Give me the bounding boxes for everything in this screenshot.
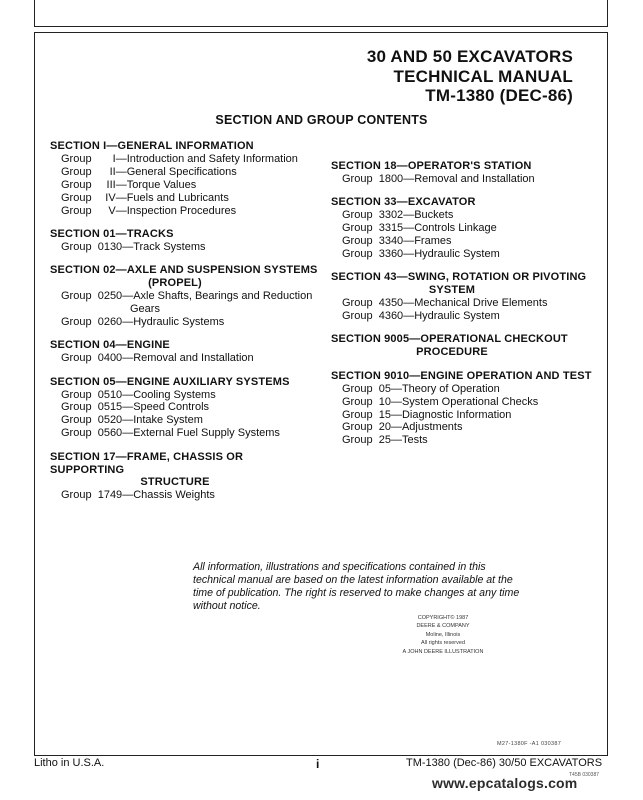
group-entry bbox=[331, 235, 593, 248]
group-number: 0250 bbox=[97, 290, 123, 303]
title-line: 30 AND 50 EXCAVATORS bbox=[366, 47, 573, 66]
copyright-line: A JOHN DEERE ILLUSTRATION bbox=[402, 648, 484, 655]
group-number: 1749 bbox=[97, 489, 123, 502]
group-title: —Removal and Installation bbox=[403, 172, 535, 185]
group-entry bbox=[50, 241, 320, 254]
group-title: —Diagnostic Information bbox=[390, 408, 512, 421]
group-label: Group bbox=[342, 172, 373, 185]
group-number: 0515 bbox=[97, 401, 123, 414]
group-number: 0510 bbox=[97, 388, 123, 401]
group-entry bbox=[50, 316, 320, 329]
group-number: 1800 bbox=[378, 172, 404, 185]
group-label: Group bbox=[61, 204, 92, 217]
watermark-link[interactable]: www.epcatalogs.com bbox=[432, 775, 578, 791]
group-label: Group bbox=[342, 209, 373, 222]
footer-manual-id: TM-1380 (Dec-86) 30/50 EXCAVATORS bbox=[406, 757, 603, 769]
group-label: Group bbox=[342, 235, 373, 248]
group-title-continuation: Gears bbox=[130, 302, 160, 315]
section-title-continuation: (PROPEL) bbox=[148, 277, 202, 290]
group-title: —Fuels and Lubricants bbox=[115, 191, 229, 204]
copyright-line: All rights reserved bbox=[420, 640, 466, 647]
group-entry bbox=[331, 434, 593, 447]
copyright-block bbox=[383, 614, 503, 656]
group-entry bbox=[331, 297, 593, 310]
section-title bbox=[50, 228, 320, 241]
left-column bbox=[50, 140, 320, 513]
group-number: 0260 bbox=[97, 315, 123, 328]
group-title: —Mechanical Drive Elements bbox=[403, 297, 548, 310]
group-title: —External Fuel Supply Systems bbox=[122, 427, 280, 440]
group-title: —Frames bbox=[403, 235, 452, 248]
group-label: Group bbox=[61, 427, 92, 440]
group-label: Group bbox=[342, 310, 373, 323]
section bbox=[331, 160, 593, 186]
group-label: Group bbox=[61, 165, 92, 178]
section-title bbox=[331, 196, 593, 209]
section bbox=[50, 264, 320, 329]
group-title: —Inspection Procedures bbox=[115, 204, 237, 217]
section-title-continuation: SYSTEM bbox=[428, 284, 476, 297]
group-entry bbox=[331, 173, 593, 186]
group-number: 0560 bbox=[97, 427, 123, 440]
right-column bbox=[331, 160, 593, 458]
title-block bbox=[367, 47, 573, 106]
group-entry bbox=[331, 222, 593, 235]
group-title: —Track Systems bbox=[122, 240, 206, 253]
code-mark: M27-1380F -A1 030387 bbox=[497, 741, 562, 747]
group-entry bbox=[331, 310, 593, 323]
footer-code: T45B 030387 bbox=[569, 772, 600, 778]
group-label: Group bbox=[61, 352, 92, 365]
section bbox=[50, 140, 320, 217]
title-line: TECHNICAL MANUAL bbox=[393, 66, 573, 86]
section bbox=[50, 376, 320, 441]
section-title-text: SECTION 18—OPERATOR'S STATION bbox=[331, 160, 532, 172]
notice-line: technical manual are based on the latest information available at the bbox=[193, 574, 513, 586]
section-title-text: SECTION 04—ENGINE bbox=[50, 339, 170, 352]
group-number: I bbox=[112, 152, 116, 165]
title-line: TM-1380 (DEC-86) bbox=[425, 86, 573, 105]
group-title: —Tests bbox=[390, 434, 428, 447]
section bbox=[50, 451, 320, 503]
section-title-text: SECTION 05—ENGINE AUXILIARY SYSTEMS bbox=[50, 375, 290, 388]
top-frame bbox=[34, 0, 608, 27]
section-title-text: SECTION 9010—ENGINE OPERATION AND TEST bbox=[331, 369, 592, 382]
notice-line: without notice. bbox=[193, 600, 261, 612]
group-label: Group bbox=[61, 152, 92, 165]
section-title bbox=[50, 451, 320, 490]
group-number: III bbox=[106, 178, 116, 191]
section-title bbox=[50, 339, 320, 352]
group-number: 15 bbox=[378, 408, 391, 421]
group-number: II bbox=[109, 165, 116, 178]
section-title bbox=[331, 271, 593, 297]
copyright-line: DEERE & COMPANY bbox=[416, 623, 470, 630]
group-entry bbox=[331, 421, 593, 434]
group-entry bbox=[50, 192, 320, 205]
group-label: Group bbox=[61, 178, 92, 191]
group-title: —Controls Linkage bbox=[403, 222, 497, 235]
group-title: —Theory of Operation bbox=[390, 382, 500, 395]
group-title: —Introduction and Safety Information bbox=[115, 152, 298, 165]
group-entry bbox=[331, 383, 593, 396]
footer-litho: Litho in U.S.A. bbox=[34, 757, 105, 769]
group-label: Group bbox=[342, 297, 373, 310]
group-number: 3340 bbox=[378, 235, 404, 248]
section bbox=[50, 339, 320, 365]
group-title: —Removal and Installation bbox=[122, 352, 254, 365]
section bbox=[50, 228, 320, 254]
group-label: Group bbox=[61, 191, 92, 204]
group-label: Group bbox=[342, 395, 373, 408]
group-number: 25 bbox=[378, 434, 391, 447]
section-title-continuation: PROCEDURE bbox=[416, 346, 488, 359]
group-number: V bbox=[108, 204, 116, 217]
section-title-text: SECTION 43—SWING, ROTATION OR PIVOTING bbox=[331, 271, 587, 284]
group-label: Group bbox=[342, 247, 373, 260]
section-title bbox=[50, 264, 320, 290]
group-title: —General Specifications bbox=[115, 165, 237, 178]
section-title-text: SECTION 02—AXLE AND SUSPENSION SYSTEMS bbox=[50, 264, 318, 277]
section-title bbox=[331, 370, 593, 383]
group-number: IV bbox=[105, 191, 116, 204]
group-entry bbox=[331, 409, 593, 422]
section-title-text: SECTION 9005—OPERATIONAL CHECKOUT bbox=[331, 333, 568, 346]
group-title: —Buckets bbox=[403, 209, 454, 222]
contents-heading: SECTION AND GROUP CONTENTS bbox=[215, 113, 428, 127]
section-title-text: SECTION 17—FRAME, CHASSIS OR SUPPORTING bbox=[50, 450, 244, 476]
notice-line: time of publication. The right is reserved to make changes at any time bbox=[193, 587, 520, 599]
group-label: Group bbox=[342, 421, 373, 434]
section-title bbox=[331, 333, 593, 359]
group-entry bbox=[50, 352, 320, 365]
group-number: 4350 bbox=[378, 297, 404, 310]
group-entry bbox=[50, 489, 320, 502]
section-title-text: SECTION I—GENERAL INFORMATION bbox=[50, 140, 254, 152]
group-number: 20 bbox=[378, 421, 391, 434]
group-title: —Hydraulic System bbox=[403, 310, 500, 323]
section-title-continuation: STRUCTURE bbox=[140, 476, 210, 489]
group-entry bbox=[50, 179, 320, 192]
group-number: 0130 bbox=[97, 240, 123, 253]
page-number: i bbox=[316, 757, 320, 771]
group-title: —Chassis Weights bbox=[122, 489, 215, 502]
group-title: —System Operational Checks bbox=[390, 395, 539, 408]
group-title: —Intake System bbox=[122, 414, 203, 427]
group-title: —Hydraulic System bbox=[403, 247, 500, 260]
group-entry bbox=[50, 389, 320, 402]
group-label: Group bbox=[342, 222, 373, 235]
group-entry bbox=[331, 248, 593, 261]
group-title: —Speed Controls bbox=[122, 401, 210, 414]
section-title-text: SECTION 33—EXCAVATOR bbox=[331, 196, 476, 209]
group-title: —Hydraulic Systems bbox=[122, 315, 225, 328]
group-label: Group bbox=[61, 240, 92, 253]
copyright-line: COPYRIGHT© 1987 bbox=[417, 615, 469, 621]
section-title-text: SECTION 01—TRACKS bbox=[50, 227, 174, 240]
notice-text bbox=[193, 561, 523, 613]
copyright-line: Moline, Illinois bbox=[425, 631, 461, 638]
section bbox=[331, 196, 593, 261]
section-title bbox=[50, 140, 320, 153]
group-entry bbox=[50, 290, 320, 316]
group-entry bbox=[331, 209, 593, 222]
section bbox=[331, 333, 593, 359]
section-title bbox=[331, 160, 593, 173]
group-label: Group bbox=[61, 315, 92, 328]
group-label: Group bbox=[342, 434, 373, 447]
group-label: Group bbox=[61, 489, 92, 502]
group-number: 3315 bbox=[378, 222, 404, 235]
group-entry bbox=[50, 166, 320, 179]
group-title: —Adjustments bbox=[390, 421, 463, 434]
group-entry bbox=[50, 427, 320, 440]
group-title: —Axle Shafts, Bearings and Reduction bbox=[122, 290, 313, 303]
notice-line: All information, illustrations and specifications contained in this bbox=[193, 561, 486, 573]
section bbox=[331, 370, 593, 447]
group-label: Group bbox=[342, 408, 373, 421]
group-title: —Cooling Systems bbox=[122, 388, 216, 401]
group-label: Group bbox=[61, 414, 92, 427]
section-title bbox=[50, 376, 320, 389]
section bbox=[331, 271, 593, 323]
group-label: Group bbox=[342, 382, 373, 395]
group-number: 0520 bbox=[97, 414, 123, 427]
group-entry bbox=[50, 153, 320, 166]
group-entry bbox=[50, 205, 320, 218]
group-number: 4360 bbox=[378, 310, 404, 323]
group-label: Group bbox=[61, 290, 92, 303]
group-label: Group bbox=[61, 401, 92, 414]
group-number: 3302 bbox=[378, 209, 404, 222]
group-entry bbox=[331, 396, 593, 409]
group-number: 10 bbox=[378, 395, 391, 408]
group-number: 3360 bbox=[378, 247, 404, 260]
group-title: —Torque Values bbox=[115, 178, 197, 191]
group-entry bbox=[50, 414, 320, 427]
group-label: Group bbox=[61, 388, 92, 401]
group-number: 0400 bbox=[97, 352, 123, 365]
group-entry bbox=[50, 401, 320, 414]
group-number: 05 bbox=[378, 382, 391, 395]
